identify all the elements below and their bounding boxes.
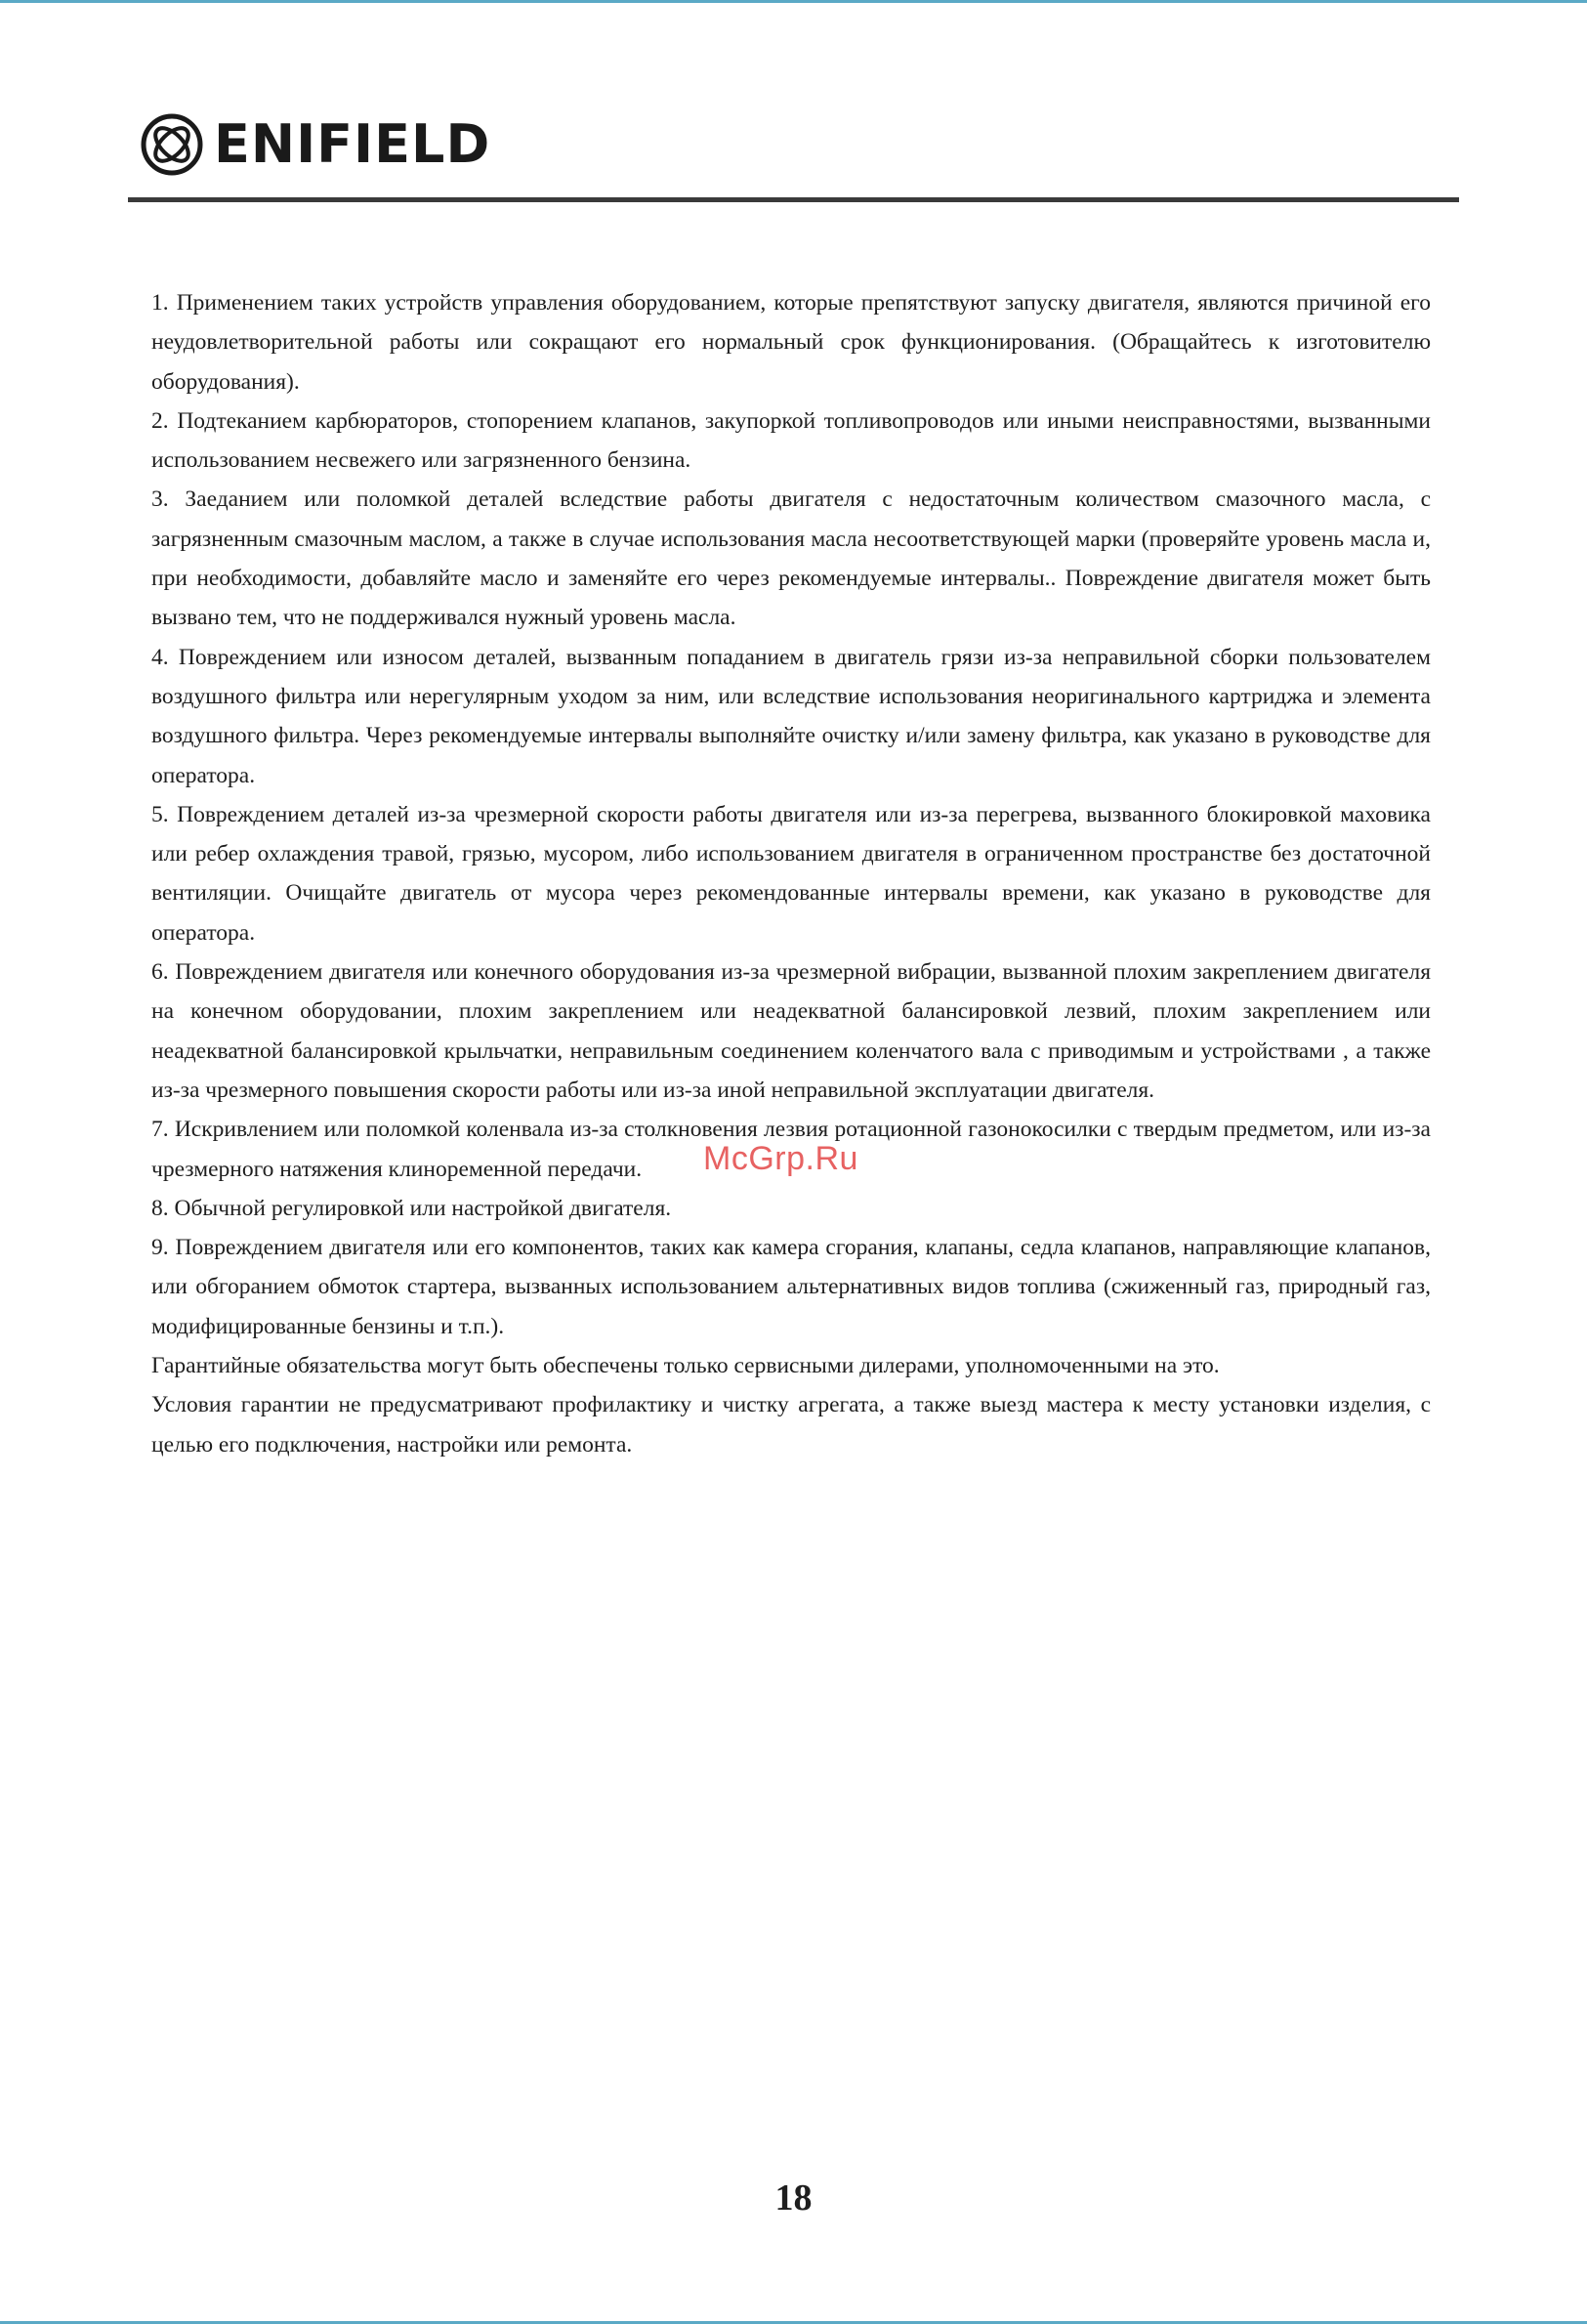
- paragraph-7: 7. Искривлением или поломкой коленвала из-за столкновения лезвия ротационной газонокосилки с твердым предметом, или из-за чрезмерного натяжения клиноременной передачи.: [151, 1117, 1431, 1182]
- paragraph-8: 8. Обычной регулировкой или настройкой двигателя.: [151, 1195, 672, 1221]
- paragraph-9: 9. Повреждением двигателя или его компонентов, таких как камера сгорания, клапаны, седла клапанов, направляющие клапанов, или обгоранием обмоток стартера, вызванных использованием альтернативных видов топлива (сжиженный газ, природный газ, модифицированные бензины и т.п.).: [151, 1235, 1431, 1339]
- header-rule: [128, 197, 1459, 202]
- document-header: [140, 106, 490, 184]
- paragraph-5: 5. Повреждением деталей из-за чрезмерной скорости работы двигателя или из-за перегрева, вызванного блокировкой маховика или ребер охлаждения травой, грязью, мусором, либо использованием двигателя в ограниченном пространстве без достаточной вентиляции. Очищайте двигатель от мусора через рекомендованные интервалы времени, как указано в руководстве для оператора.: [151, 801, 1431, 946]
- brand-name: ENIFIELD: [214, 113, 491, 175]
- paragraph-3: 3. Заеданием или поломкой деталей вследствие работы двигателя с недостаточным количеством смазочного масла, с загрязненным смазочным маслом, а также в случае использования масла несоответствующей марки (проверяйте уровень масла и, при необходимости, добавляйте масло и заменяйте его через рекомендуемые интервалы.. Повреждение двигателя может быть вызвано тем, что не поддерживался нужный уровень масла.: [151, 486, 1431, 631]
- paragraph-conditions: Условия гарантии не предусматривают профилактику и чистку агрегата, а также выезд мастера к месту установки изделия, с целью его подключения, настройки или ремонта.: [151, 1392, 1431, 1458]
- paragraph-2: 2. Подтеканием карбюраторов, стопорением клапанов, закупоркой топливопроводов или иными неисправностями, вызванными использованием несвежего или загрязненного бензина.: [151, 407, 1431, 474]
- paragraph-1: 1. Применением таких устройств управления оборудованием, которые препятствуют запуску двигателя, являются причиной его неудовлетворительной работы или сокращают его нормальный срок функционирования. (Обращайтесь к изготовителю оборудования).: [151, 290, 1431, 395]
- warranty-exclusions-text: [151, 283, 1431, 1464]
- paragraph-4: 4. Повреждением или износом деталей, вызванным попаданием в двигатель грязи из-за неправильной сборки пользователем воздушного фильтра или нерегулярным уходом за ним, или вследствие использования неоригинального картриджа и элемента воздушного фильтра. Через рекомендуемые интервалы выполняйте очистку и/или замену фильтра, как указано в руководстве для оператора.: [151, 644, 1431, 788]
- top-border: [0, 0, 1587, 3]
- paragraph-6: 6. Повреждением двигателя или конечного оборудования из-за чрезмерной вибрации, вызванной плохим закреплением двигателя на конечном оборудовании, плохим закреплением или неадекватной балансировкой лезвий, плохим закреплением или неадекватной балансировкой крыльчатки, неправильным соединением коленчатого вала с приводимым и устройствами , а также из-за чрезмерного повышения скорости работы или из-за иной неправильной эксплуатации двигателя.: [151, 959, 1431, 1103]
- watermark: McGrp.Ru: [703, 1140, 858, 1177]
- page-number: 18: [774, 2177, 813, 2218]
- enifield-logo-icon: [140, 112, 204, 177]
- paragraph-dealers: Гарантийные обязательства могут быть обеспечены только сервисными дилерами, уполномоченными на это.: [151, 1353, 1220, 1379]
